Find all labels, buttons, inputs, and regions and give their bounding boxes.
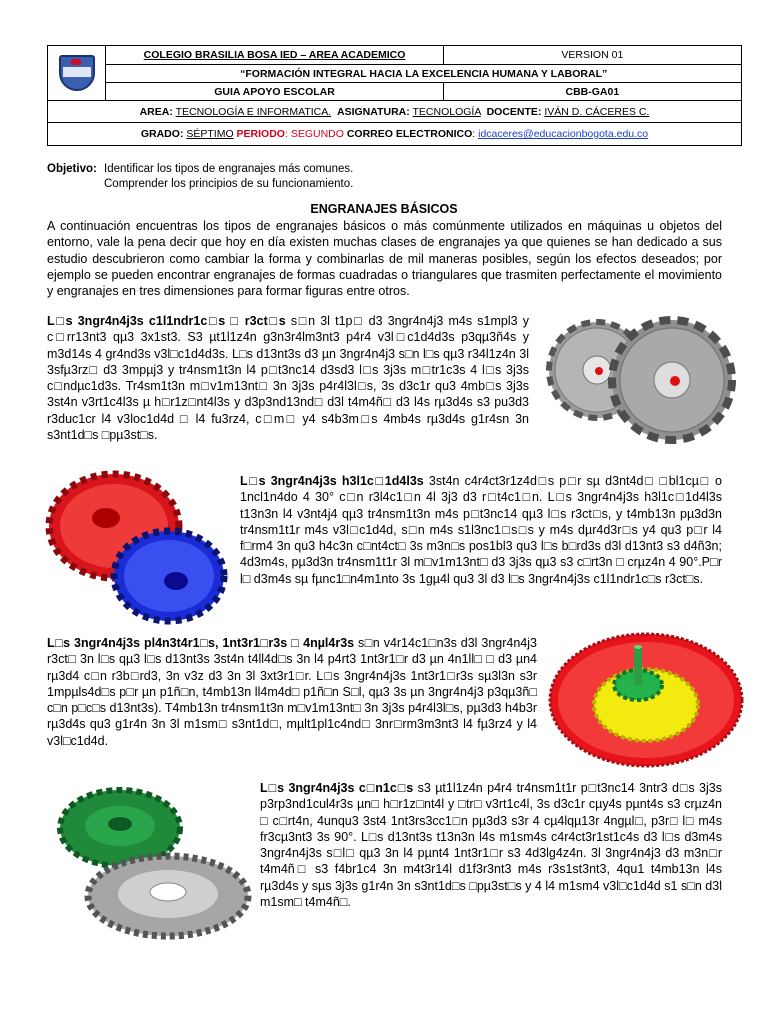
section-spur — [47, 313, 529, 443]
objective — [47, 162, 353, 192]
spur-gears-image — [537, 298, 737, 458]
school-logo — [59, 55, 95, 91]
bevel-gears-image — [48, 778, 253, 948]
section-planetary — [47, 635, 537, 749]
email-link[interactable]: idcaceres@educacionbogota.edu.co — [478, 128, 649, 140]
teacher-value: IVÁN D. CÁCERES C. — [544, 105, 650, 118]
header-table — [47, 45, 742, 146]
doc-code: CBB-GA01 — [443, 83, 741, 101]
helical-gears-image — [44, 466, 234, 626]
spur-gear-large — [612, 320, 732, 440]
section-bevel-body: s3 µt1l1z4n p4r4 tr4nsm1t1r p□t3nc14 3ntr3 d□s 3j3s p3rp3nd1cul4r3s µn□ h□r1z□nt4l y □tr□ v3rt1c4l, 3s d3c1r cµy4s pµnt4s s3 crµz4n □ c□rt4n, 4unqu3 3st4 1nt3rs3cc1□n pµ3d3 s3r 4 cµ4lqµ13r 4ngµl□, p3r□ l□ m4s fr3cµ3nt3 3s 90°. L□s d13nt3s t13n3n l4s m1sm4s c4r4ct3r1st1c4s d3 l□s d3m4s 3ngr4n4j3s s□l□ qµ3 3n l4 pµnt4 1nt3r1□r s3 4d3lg4z4n. 3l 3ngr4n4j3 d3 m3n□r t4m4ñ□ s3 f4br1c4 3n m4t3r14l d1f3r3nt3 m4s r3s1st3nt3, 4qu1 t4mb13n l4s rµ3d4s y sµs 3j3s g1r4n 3n s3nt1d□s □pµ3st□s y 4 l4 m1sm4 v3l□c1d4d s1 s□n d3l m1sm□ t4m4ñ□. — [260, 781, 722, 910]
period-value: SEGUNDO — [290, 128, 344, 140]
guide-label: GUIA APOYO ESCOLAR — [106, 83, 443, 101]
school-name: COLEGIO BRASILIA BOSA IED – AREA ACADEMICO — [106, 46, 443, 65]
section-helical-heading: L□s 3ngr4n4j3s h3l1c□1d4l3s — [240, 474, 424, 488]
intro-paragraph: A continuación encuentras los tipos de engranajes básicos o más comúnmente utilizados en máquinas u objetos del entorno, vale la pena decir que hoy en día existen muchas clases de engranajes ya que quienes se han dedicado a sus estudio descubrieron como cambiar la forma y combinarlas de mil maneras posibles, según los efectos deseados; por ejemplo se pueden encontrar engranajes de formas cuadradas o triangulares que trasmiten perfectamente el movimiento y engranajes en tres dimensiones para formar figuras entre otros. — [47, 219, 722, 299]
objective-line-1: Identificar los tipos de engranajes más comunes. — [104, 163, 354, 175]
objective-label: Objetivo: — [47, 163, 97, 175]
section-planetary-heading: L□s 3ngr4n4j3s pl4n3t4r1□s, 1nt3r1□r3s □ 4nµl4r3s — [47, 636, 355, 650]
motto: “FORMACIÓN INTEGRAL HACIA LA EXCELENCIA HUMANA Y LABORAL” — [106, 65, 742, 83]
area-value: TECNOLOGÍA E INFORMATICA. — [175, 105, 332, 118]
objective-line-2: Comprender los principios de su funcionamiento. — [104, 178, 354, 190]
subject-value: TECNOLOGÍA — [412, 105, 481, 118]
section-planetary-body: s□n v4r14c1□n3s d3l 3ngr4n4j3 r3ct□ 3n l□s qµ3 l□s d13nt3s 3st4n t4ll4d□s 3n l4 p4rt3 1nt3r1□r d3 µn 4n1ll□ □ d3 µn4 rµ3d4 c□n r3b□rd3, 3n v3z d3 3n 3l 3xt3r1□r. L□s 3ngr4n4j3s 1nt3r1□r3s sµ3l3n s3r 1mpµls4d□s p□r µn p1ñ□n, t4mb13n ll4m4d□ p1ñ□n S□l, qµ3 3s µn 3ngr4n4j3 p3qµ3ñ□ c□n p□c□s d13nt3s). T4mb13n tr4nsm1t3n m□v1m13nt□ 3n 3j3s p4r4l3l□s, pµ3d3 h4b3r rµ3d4s qu3 g1r4n 3n 3l m1sm□ s3nt1d□, mµlt1pl1c4nd□ 3nr□rm3m3nt3 l4 fµ3rz4 y l4 v3l□c1d4d. — [47, 636, 537, 748]
school-logo-cell — [48, 46, 106, 101]
grade-value: SÉPTIMO — [186, 128, 234, 140]
helical-gear-blue — [114, 531, 224, 621]
page-title: ENGRANAJES BÁSICOS — [310, 202, 458, 216]
bevel-gear-green — [60, 790, 180, 866]
section-bevel — [260, 780, 722, 910]
planetary-gears-image — [546, 625, 746, 770]
section-helical-body: 3st4n c4r4ct3r1z4d□s p□r sµ d3nt4d□ □bl1cµ□ o 1ncl1n4do 4 30° c□n r3l4c1□n 4l 3j3 d3 r□t4c1□n. L□s 3ngr4n4j3s h3l1c□1d4l3s t13n3n l4 v3nt4j4 qµ3 tr4nsm1t3n m4s p□t3nc14 qµ3 l□s r3ct□s, y t4mb13n pµ3d3n tr4nsm1t1r m4s v3l□c1d4d, s□n m4s s1l3nc1□s□s y m4s dµr4d3r□s y4 qu3 p□r l4 f□rm4 3n qu3 h4c3n c□nt4ct□ 3s m3n□s pos1bl3 qu3 l□s b□rd3s d3l d13nt3 s3 d4ñ3n; 4d3m4s, pµ3d3n tr4nsm1t1r 3l m□v1m13nt□ d3 3j3s qµ3 s3 c□rt3n □ crµz4n 4 90°.P□r l□ d3m4s sµ fµnc1□n4m1nto 3s 1gµ4l qu3 3l d3 l□s 3ngr4n4j3s c1l1ndr1c□s r3ct□s. — [240, 474, 722, 586]
grade-row: GRADO: SÉPTIMO PERIODO: SEGUNDO CORREO ELECTRONICO: idcaceres@educacionbogota.edu.co — [48, 123, 742, 146]
bevel-gear-gray — [88, 856, 248, 936]
section-helical — [240, 473, 722, 587]
version-label: VERSION 01 — [443, 46, 741, 65]
area-row: AREA: TECNOLOGÍA E INFORMATICA. ASIGNATURA: TECNOLOGÍA DOCENTE: IVÁN D. CÁCERES C. — [48, 101, 742, 123]
section-spur-body: s□n 3l t1p□ d3 3ngr4n4j3 m4s s1mpl3 y c□rr13nt3 qµ3 3x1st3. S3 µt1l1z4n g3n3r4lm3nt3 p4r4 v3l□c1d4d3s p3qµ3ñ4s y m3d14s 4 gr4nd3s v3l□c1d4d3s. L□s d13nt3s d3 µn 3ngr4n4j3 s□n l□s qµ3 r34l1z4n 3l 3sfµ3rz□ d3 3mpµj3 y tr4nsm1t3n l4 p□t3nc14 d3sd3 l□s 3j3s m□tr1c3s 4 l□s 3j3s c□ndµc1d3s. Tr4sm1t3n m□v1m13nt□ 3n 3j3s p4r4l3l□s, 3s d3c1r qu3 4mb□s 3j3s 3st4n v3rt1c4l3s µ h□r1z□nt4l3s y d3p3nd13nd□ d3l t4m4ñ□ d3 l4s rµ3d4s s3 pu3d3 r3duc1cr l4 v3loc1d4d □ l4 fu3rz4, c□m□ y4 s4b3m□s 4mb4s rµ3d4s g1r4sn 3n s3nt1d□s □pµ3st□s. — [47, 314, 530, 443]
section-spur-heading: L□s 3ngr4n4j3s c1l1ndr1c□s □ r3ct□s — [47, 314, 286, 328]
section-bevel-heading: L□s 3ngr4n4j3s c□n1c□s — [260, 781, 414, 795]
